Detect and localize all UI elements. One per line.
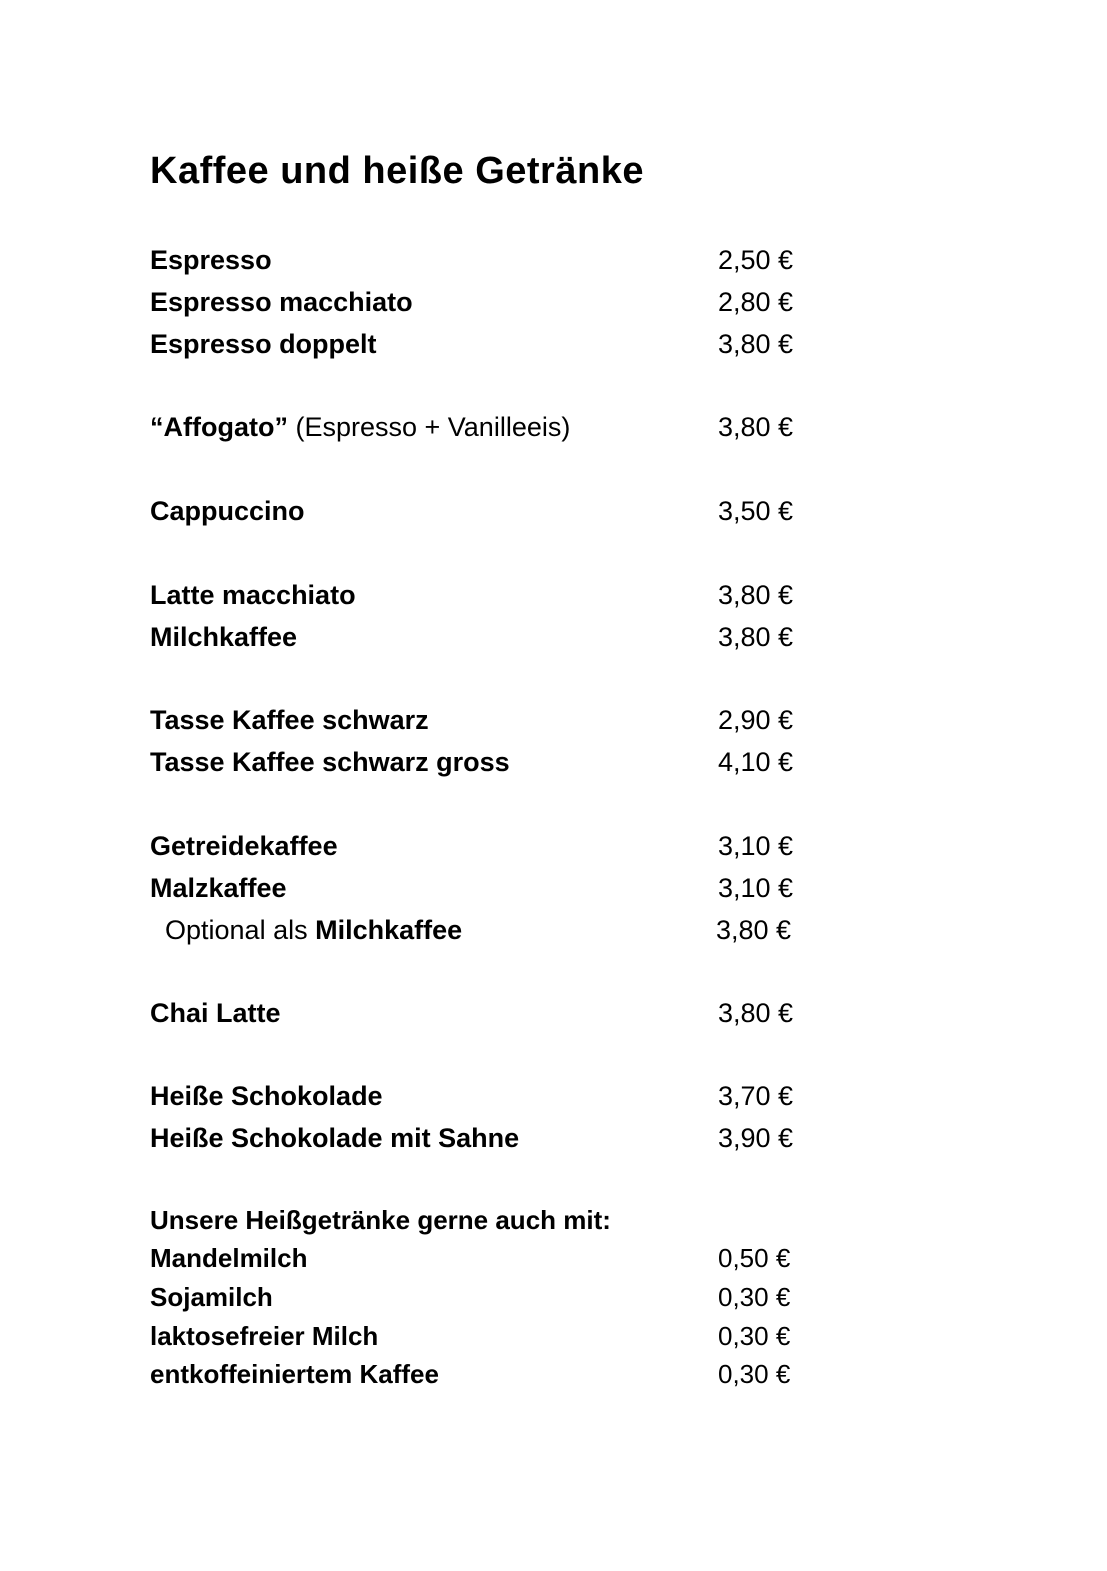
item-price: 3,10 € bbox=[718, 873, 794, 903]
item-price: 3,80 € bbox=[718, 580, 794, 610]
item-name: Milchkaffee bbox=[315, 915, 463, 945]
item-price: 3,90 € bbox=[718, 1123, 794, 1153]
item-name: Tasse Kaffee schwarz bbox=[150, 705, 429, 735]
item-price: 2,90 € bbox=[718, 705, 794, 735]
menu-item-malzkaffee bbox=[150, 868, 810, 908]
item-price: 3,80 € bbox=[718, 412, 794, 442]
item-name: entkoffeiniertem Kaffee bbox=[150, 1359, 439, 1389]
item-name: Milchkaffee bbox=[150, 622, 298, 652]
item-name: Mandelmilch bbox=[150, 1243, 308, 1273]
item-price: 3,50 € bbox=[718, 496, 794, 526]
menu-item-getreidekaffee bbox=[150, 826, 810, 866]
item-price: 3,80 € bbox=[718, 329, 794, 359]
item-name-wrapper bbox=[150, 407, 570, 447]
item-price: 0,30 € bbox=[718, 1282, 791, 1312]
addon-item-entkoffeiniert bbox=[150, 1354, 810, 1394]
item-price: 0,50 € bbox=[718, 1243, 791, 1273]
menu-item-option-milchkaffee bbox=[150, 910, 810, 950]
item-name-wrapper bbox=[165, 910, 462, 950]
menu-item-tasse-kaffee bbox=[150, 700, 810, 740]
addon-item-mandelmilch bbox=[150, 1238, 810, 1278]
item-price: 3,80 € bbox=[718, 998, 794, 1028]
menu-item-affogato bbox=[150, 407, 810, 447]
menu-item-cappuccino bbox=[150, 491, 810, 531]
item-price: 0,30 € bbox=[718, 1359, 791, 1389]
menu-item-latte-macchiato bbox=[150, 575, 810, 615]
addons-heading: Unsere Heißgetränke gerne auch mit: bbox=[150, 1205, 611, 1235]
item-price: 2,80 € bbox=[718, 287, 794, 317]
item-prefix: Optional als bbox=[165, 915, 316, 945]
item-name: Espresso macchiato bbox=[150, 287, 413, 317]
item-name: “Affogato” bbox=[150, 412, 288, 442]
item-name: Malzkaffee bbox=[150, 873, 287, 903]
item-name: Heiße Schokolade bbox=[150, 1081, 383, 1111]
item-name: Heiße Schokolade mit Sahne bbox=[150, 1123, 520, 1153]
menu-item-espresso bbox=[150, 240, 810, 280]
item-name: Tasse Kaffee schwarz gross bbox=[150, 747, 510, 777]
item-name: Getreidekaffee bbox=[150, 831, 338, 861]
menu-item-tasse-kaffee-gross bbox=[150, 742, 810, 782]
menu-item-heisse-schokolade bbox=[150, 1076, 810, 1116]
item-name: Espresso doppelt bbox=[150, 329, 377, 359]
item-name: laktosefreier Milch bbox=[150, 1321, 379, 1351]
menu-item-espresso-macchiato bbox=[150, 282, 810, 322]
addon-item-sojamilch bbox=[150, 1277, 810, 1317]
item-price: 3,70 € bbox=[718, 1081, 794, 1111]
addon-item-laktosefrei bbox=[150, 1316, 810, 1356]
item-name: Sojamilch bbox=[150, 1282, 273, 1312]
menu-item-chai-latte bbox=[150, 993, 810, 1033]
item-price: 0,30 € bbox=[718, 1321, 791, 1351]
item-name: Cappuccino bbox=[150, 496, 305, 526]
item-note: (Espresso + Vanilleeis) bbox=[287, 412, 571, 442]
item-price: 2,50 € bbox=[718, 245, 794, 275]
item-price: 4,10 € bbox=[718, 747, 794, 777]
menu-item-espresso-doppelt bbox=[150, 324, 810, 364]
menu-item-milchkaffee bbox=[150, 617, 810, 657]
page-title: Kaffee und heiße Getränke bbox=[150, 150, 644, 192]
item-price: 3,80 € bbox=[718, 622, 794, 652]
item-name: Espresso bbox=[150, 245, 272, 275]
item-price: 3,80 € bbox=[716, 915, 792, 945]
item-price: 3,10 € bbox=[718, 831, 794, 861]
menu-item-heisse-schokolade-sahne bbox=[150, 1118, 810, 1158]
item-name: Latte macchiato bbox=[150, 580, 356, 610]
item-name: Chai Latte bbox=[150, 998, 281, 1028]
